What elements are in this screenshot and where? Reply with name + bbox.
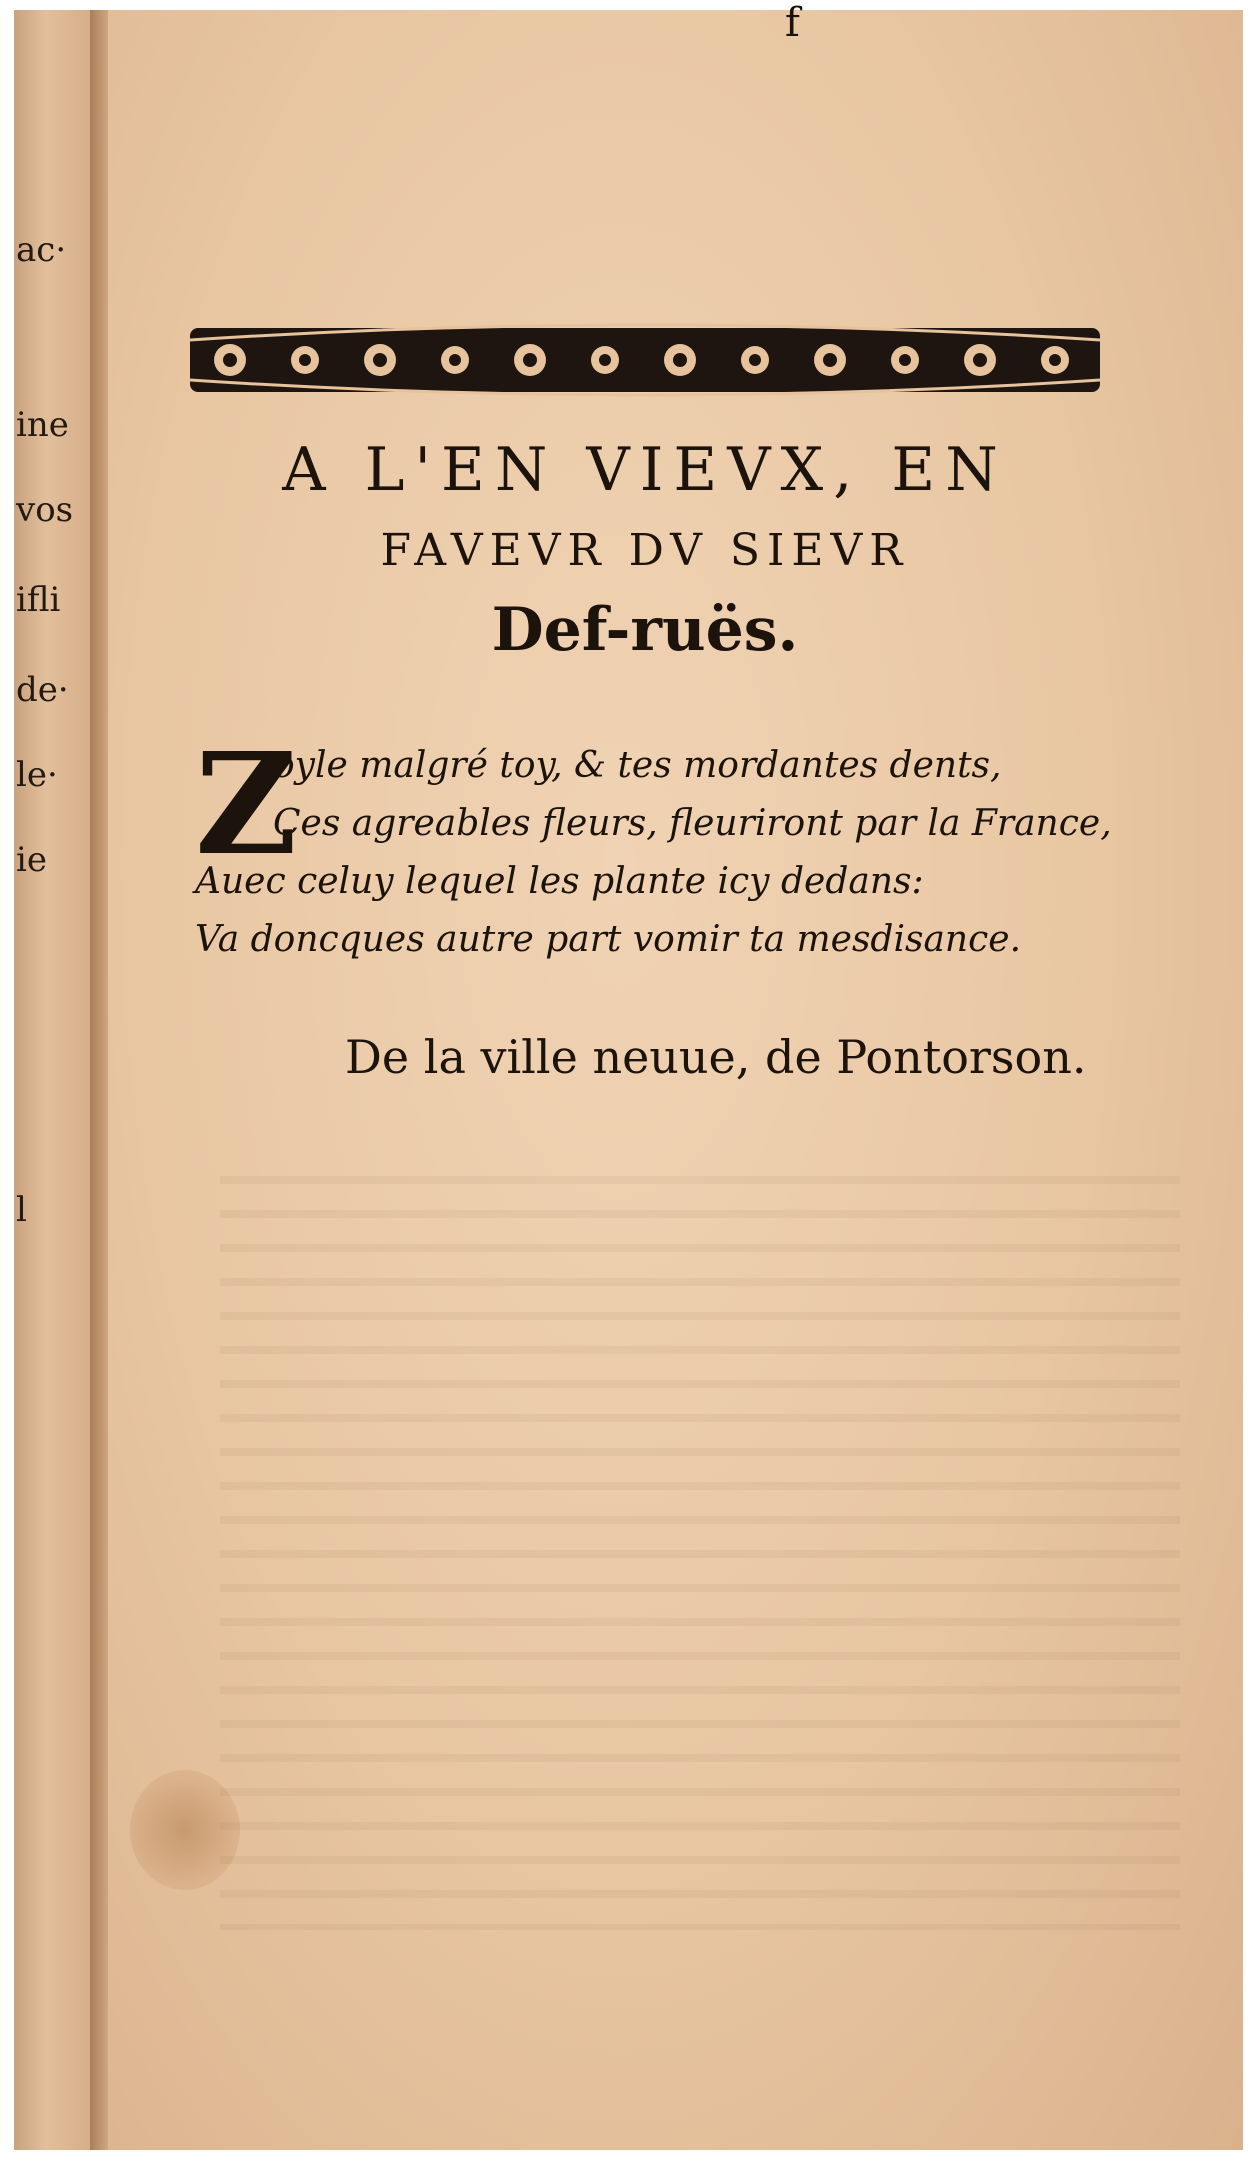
verse-line: Va doncques autre part vomir ta mesdisance. [195, 919, 1022, 960]
folio-mark: f [785, 0, 800, 46]
margin-fragment: ac· [16, 230, 67, 270]
drop-cap: Z [195, 723, 298, 887]
margin-fragment: le· [16, 755, 58, 795]
verse-line: oyle malgré toy, & tes mordantes dents, [273, 745, 1002, 786]
signature-line: De la ville neuue, de Pontorson. [345, 1030, 1087, 1084]
margin-fragment: de· [16, 670, 69, 710]
margin-fragment: l [16, 1190, 27, 1230]
show-through-text [220, 1150, 1180, 1930]
margin-fragment: vos [16, 490, 74, 530]
verse-line: Auec celuy lequel les plante icy dedans: [195, 861, 924, 902]
margin-fragment: ie [16, 840, 47, 880]
title-line-2: FAVEVR DV SIEVR [380, 525, 910, 576]
left-page-edge [14, 10, 96, 2150]
title-line-1: A L'EN VIEVX, EN [282, 435, 1008, 505]
headpiece-ornament [190, 310, 1100, 410]
title-line-3: Def-ruës. [491, 595, 799, 665]
verse-line: Ces agreables fleurs, fleuriront par la France, [273, 803, 1112, 844]
margin-fragment: ine [16, 405, 69, 445]
margin-fragment: ifli [16, 580, 61, 620]
book-gutter [90, 10, 110, 2150]
